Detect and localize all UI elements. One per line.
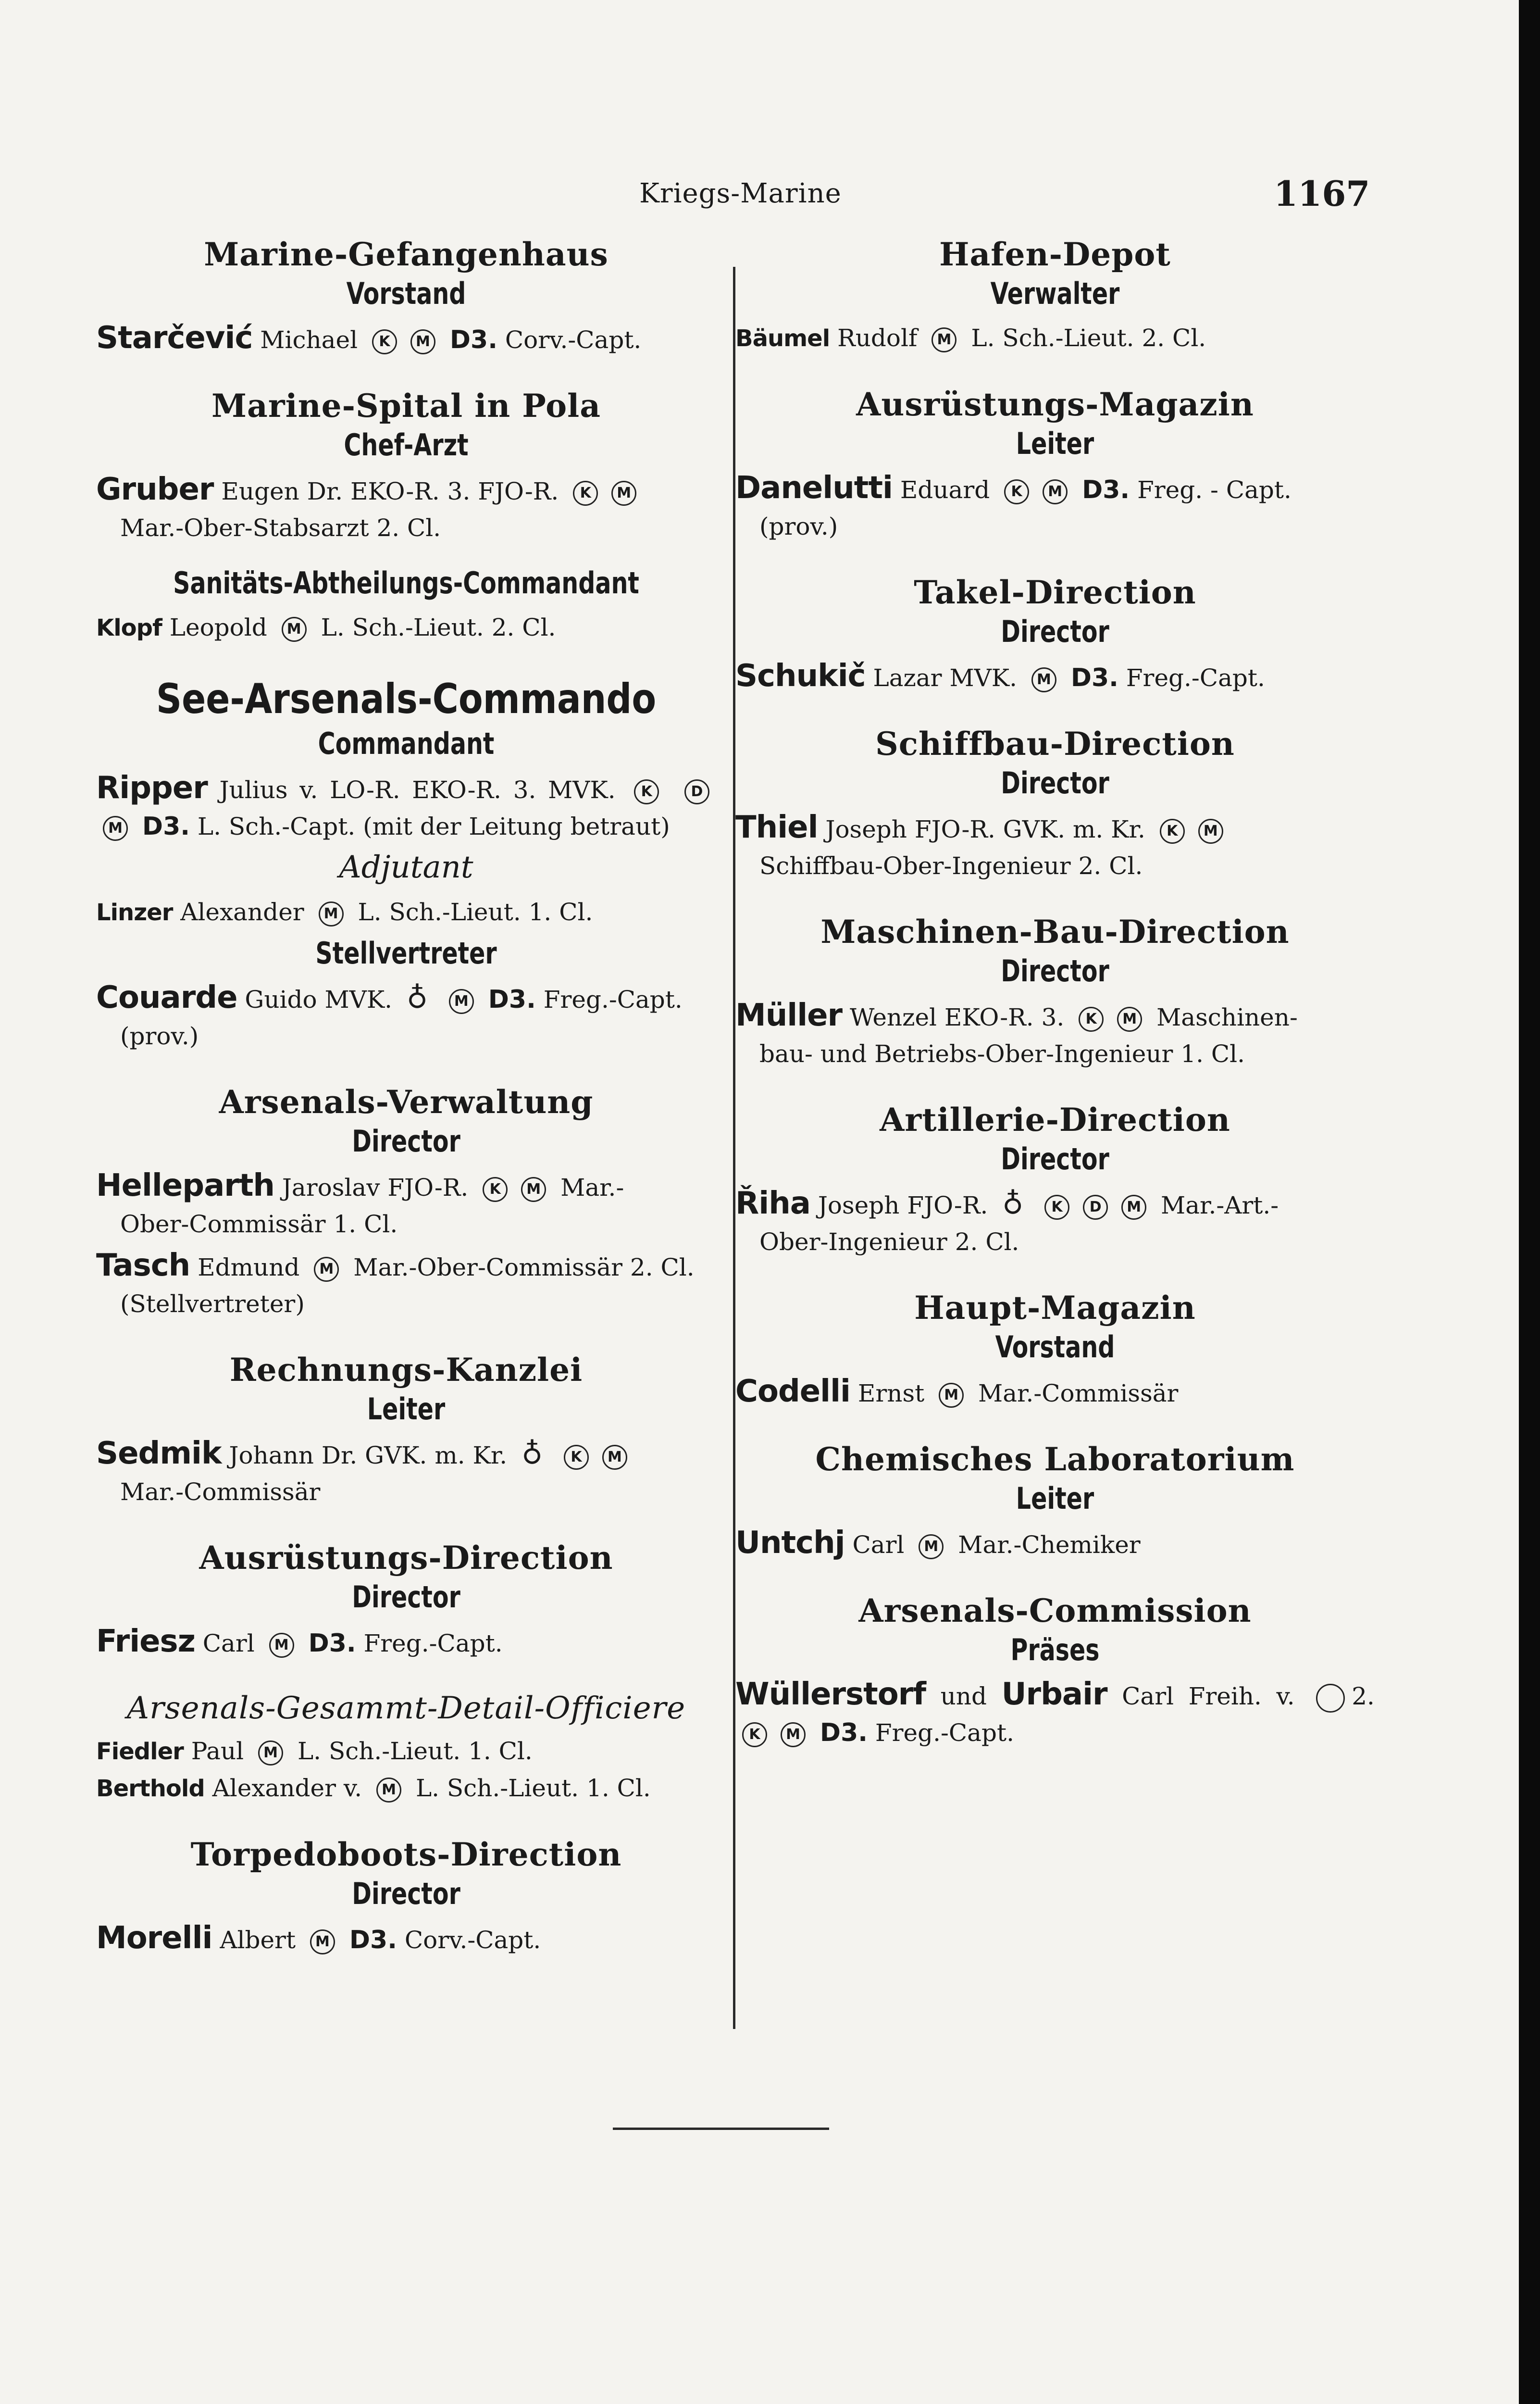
m-ring-icon: M — [1198, 819, 1223, 844]
personnel-entry: Sedmik Johann Dr. GVK. m. Kr. ♁ K M Mar.-Commissär — [96, 1435, 716, 1510]
person-name: Danelutti — [735, 470, 893, 506]
order-ring-icon — [1316, 1684, 1345, 1713]
m-ring-icon: M — [376, 1778, 401, 1803]
m-ring-icon: M — [611, 481, 636, 506]
section-title: Ausrüstungs-Magazin — [856, 386, 1254, 423]
section-title: Arsenals-Commission — [858, 1592, 1252, 1629]
m-ring-icon: M — [931, 327, 956, 352]
role-title: Director — [352, 1124, 460, 1159]
person-name: Klopf — [96, 614, 162, 641]
m-ring-icon: M — [1043, 479, 1068, 504]
person-name: Müller — [735, 998, 843, 1033]
person-name: Starčević — [96, 320, 253, 356]
personnel-entry: Wüllerstorf und Urbair Carl Freih. v. 2. K M D3. Freg.-Capt. — [735, 1677, 1375, 1747]
section-title: Marine-Gefangenhaus — [204, 236, 609, 273]
person-name: Couarde — [96, 980, 237, 1015]
personnel-entry: Fiedler Paul M L. Sch.-Lieut. 1. Cl. — [96, 1737, 533, 1765]
section-title: Rechnungs-Kanzlei — [229, 1351, 583, 1389]
k-ring-icon: K — [742, 1722, 767, 1747]
person-name: Friesz — [96, 1624, 195, 1659]
section-title: Haupt-Magazin — [914, 1289, 1196, 1327]
personnel-entry: Helleparth Jaroslav FJO-R. K M Mar.- Ober-Commissär 1. Cl. — [96, 1168, 624, 1238]
section-title: Hafen-Depot — [939, 236, 1171, 273]
person-name: Ripper — [96, 770, 208, 806]
person-name: Morelli — [96, 1920, 212, 1956]
k-ring-icon: K — [372, 329, 397, 354]
person-name: Gruber — [96, 472, 214, 507]
role-title: Präses — [1010, 1632, 1100, 1667]
section-title: Arsenals-Verwaltung — [219, 1083, 594, 1121]
person-name: Thiel — [735, 810, 818, 845]
section-title: Chemisches Laboratorium — [815, 1440, 1295, 1478]
personnel-entry: Müller Wenzel EKO-R. 3. K M Maschinen- bau- und Betriebs-Ober-Ingenieur 1. Cl. — [735, 998, 1298, 1068]
m-ring-icon: M — [410, 329, 435, 354]
m-ring-icon: M — [1117, 1007, 1142, 1032]
personnel-entry: Ripper Julius v. LO-R. EKO-R. 3. MVK. K DM D3. L. Sch.-Capt. (mit der Leitung betraut) — [96, 770, 716, 845]
personnel-entry: Thiel Joseph FJO-R. GVK. m. Kr. K M Schiffbau-Ober-Ingenieur 2. Cl. — [735, 809, 1375, 884]
m-ring-icon: M — [1031, 667, 1056, 692]
m-ring-icon: M — [939, 1383, 964, 1408]
m-ring-icon: M — [269, 1633, 294, 1658]
role-title: Director — [1001, 614, 1109, 649]
person-name: Schukič — [735, 658, 866, 694]
section-title: Ausrüstungs-Direction — [199, 1539, 613, 1577]
role-title: Vorstand — [346, 276, 466, 311]
role-title: Leiter — [1016, 1481, 1094, 1516]
m-ring-icon: M — [310, 1929, 335, 1954]
personnel-entry: Klopf Leopold M L. Sch.-Lieut. 2. Cl. — [96, 614, 556, 641]
person-name: Untchj — [735, 1525, 845, 1561]
role-title: Director — [1001, 953, 1109, 989]
personnel-entry: Couarde Guido MVK. ♁ M D3. Freg.-Capt. (prov.) — [96, 980, 683, 1050]
section-title: See-Arsenals-Commando — [156, 675, 657, 723]
page-number: 1167 — [1274, 173, 1370, 214]
person-name: Linzer — [96, 899, 173, 926]
right-column — [726, 236, 1375, 1756]
m-ring-icon: M — [1121, 1195, 1146, 1220]
section-title: Artillerie-Direction — [880, 1101, 1230, 1139]
person-name: Wüllerstorf — [735, 1677, 926, 1712]
m-ring-icon: M — [919, 1534, 944, 1559]
section-title: Marine-Spital in Pola — [211, 387, 601, 425]
personnel-entry: Untchj Carl M Mar.-Chemiker — [735, 1525, 1141, 1561]
order-cross-icon: ♁ — [1002, 1187, 1024, 1221]
role-title: Sanitäts-Abtheilungs-Commandant — [173, 565, 639, 601]
d-ring-icon: D — [1083, 1195, 1108, 1220]
m-ring-icon: M — [282, 617, 307, 642]
person-name: Berthold — [96, 1775, 205, 1802]
left-column — [96, 236, 716, 1963]
role-title: Commandant — [318, 726, 495, 761]
section-title: Torpedoboots-Direction — [190, 1836, 622, 1873]
person-name: Urbair — [1001, 1677, 1107, 1712]
role-title: Director — [352, 1876, 460, 1911]
k-ring-icon: K — [573, 481, 598, 506]
m-ring-icon: M — [449, 989, 474, 1014]
section-title: Schiffbau-Direction — [875, 725, 1235, 763]
m-ring-icon: M — [521, 1177, 546, 1202]
role-title: Director — [352, 1579, 460, 1615]
role-title: Stellvertreter — [315, 936, 497, 971]
bottom-rule — [613, 2128, 829, 2130]
d-ring-icon: D — [684, 779, 709, 804]
section-title: Takel-Direction — [914, 574, 1196, 611]
k-ring-icon: K — [1044, 1195, 1069, 1220]
role-title: Vorstand — [995, 1329, 1115, 1365]
personnel-entry: Berthold Alexander v. M L. Sch.-Lieut. 1. Cl. — [96, 1774, 651, 1802]
role-title: Leiter — [1016, 426, 1094, 461]
personnel-entry: Tasch Edmund M Mar.-Ober-Commissär 2. Cl. (Stellvertreter) — [96, 1248, 695, 1318]
personnel-entry: Friesz Carl M D3. Freg.-Capt. — [96, 1624, 503, 1659]
personnel-entry: Schukič Lazar MVK. M D3. Freg.-Capt. — [735, 658, 1265, 694]
personnel-entry: Řiha Joseph FJO-R. ♁ K D M Mar.-Art.- Ober-Ingenieur 2. Cl. — [735, 1186, 1279, 1256]
section-title: Maschinen-Bau-Direction — [820, 913, 1290, 951]
person-name: Tasch — [96, 1248, 190, 1283]
person-name: Řiha — [735, 1186, 810, 1221]
personnel-entry: Starčević Michael K M D3. Corv.-Capt. — [96, 320, 642, 356]
k-ring-icon: K — [1079, 1007, 1104, 1032]
role-title: Director — [1001, 1141, 1109, 1177]
k-ring-icon: K — [1004, 479, 1029, 504]
order-cross-icon: ♁ — [522, 1437, 543, 1471]
personnel-entry: Codelli Ernst M Mar.-Commissär — [735, 1374, 1179, 1409]
order-cross-icon: ♁ — [406, 981, 428, 1015]
personnel-entry: Bäumel Rudolf M L. Sch.-Lieut. 2. Cl. — [735, 324, 1206, 352]
personnel-entry: Danelutti Eduard K M D3. Freg. - Capt. (prov.) — [735, 470, 1292, 540]
person-name: Codelli — [735, 1374, 850, 1409]
section-title: Arsenals-Gesammt-Detail-Officiere — [126, 1690, 686, 1726]
role-title: Director — [1001, 765, 1109, 801]
k-ring-icon: K — [634, 779, 659, 804]
m-ring-icon: M — [319, 902, 344, 927]
k-ring-icon: K — [564, 1445, 589, 1470]
person-name: Sedmik — [96, 1436, 222, 1471]
m-ring-icon: M — [258, 1740, 283, 1765]
k-ring-icon: K — [483, 1177, 508, 1202]
role-title: Leiter — [367, 1391, 446, 1427]
m-ring-icon: M — [781, 1722, 806, 1747]
person-name: Fiedler — [96, 1738, 184, 1765]
running-header: Kriegs-Marine — [639, 178, 842, 209]
personnel-entry: Gruber Eugen Dr. EKO-R. 3. FJO-R. K M Mar.-Ober-Stabsarzt 2. Cl. — [96, 471, 716, 546]
m-ring-icon: M — [103, 816, 128, 841]
role-title: Chef-Arzt — [344, 427, 469, 463]
m-ring-icon: M — [602, 1445, 627, 1470]
k-ring-icon: K — [1160, 819, 1185, 844]
personnel-entry: Linzer Alexander M L. Sch.-Lieut. 1. Cl. — [96, 898, 593, 926]
person-name: Helleparth — [96, 1168, 274, 1203]
person-name: Bäumel — [735, 325, 830, 352]
role-title: Adjutant — [339, 850, 473, 885]
personnel-entry: Morelli Albert M D3. Corv.-Capt. — [96, 1920, 541, 1956]
m-ring-icon: M — [314, 1257, 339, 1282]
role-title: Verwalter — [990, 276, 1120, 311]
